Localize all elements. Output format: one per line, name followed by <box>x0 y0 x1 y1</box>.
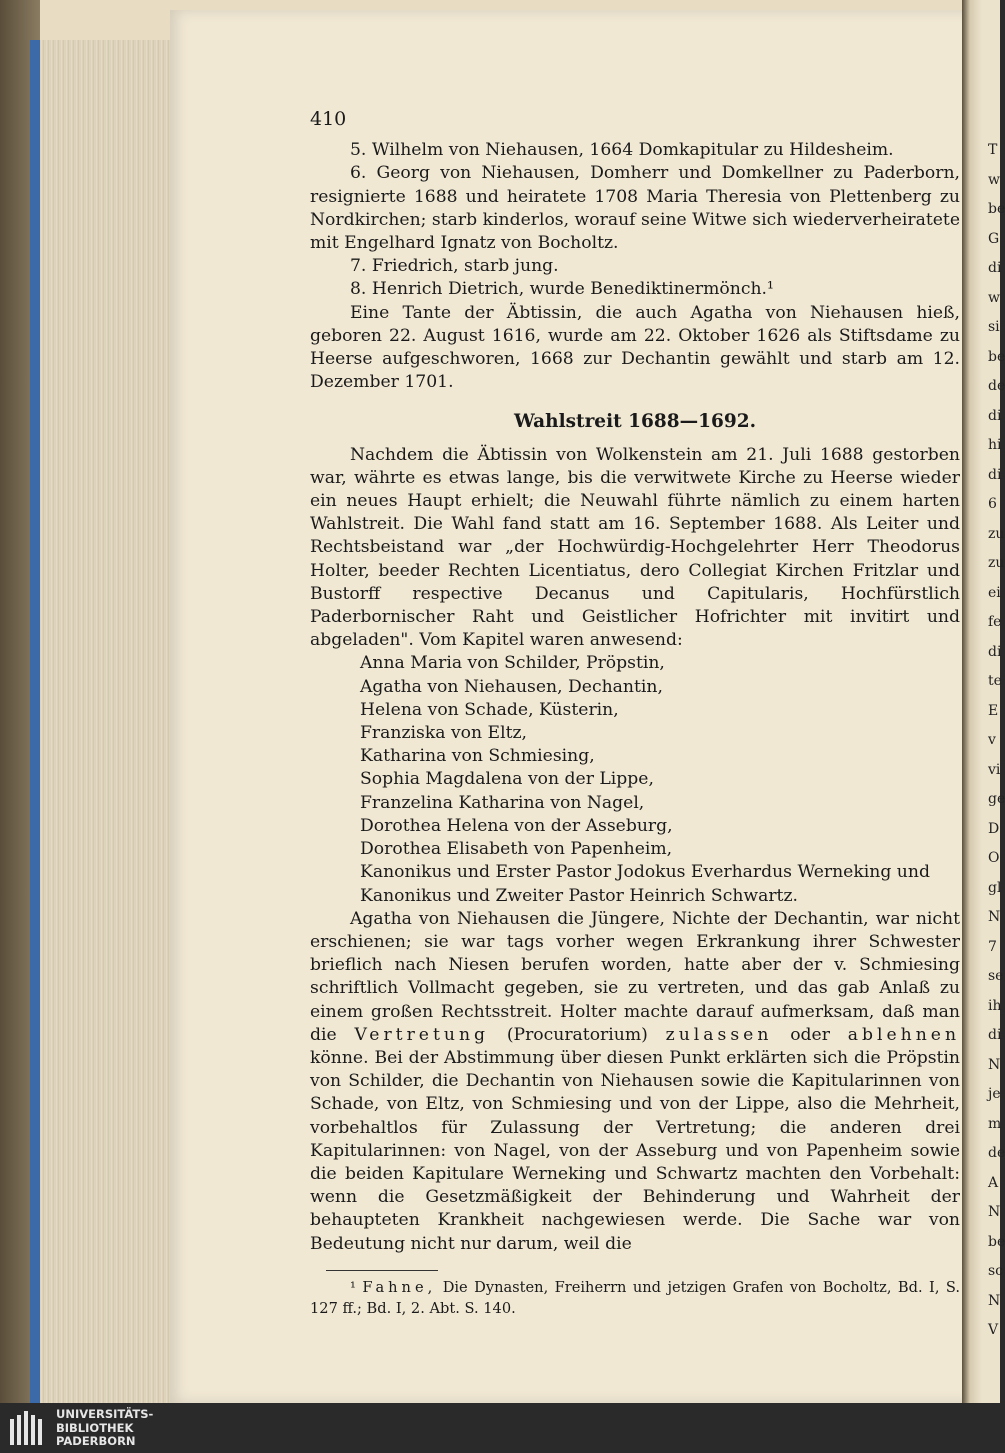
logo-line: UNIVERSITÄTS- <box>56 1407 154 1421</box>
next-page-fragment: te <box>988 673 1002 689</box>
page-number: 410 <box>310 108 347 130</box>
next-page-fragment: D <box>988 820 1000 837</box>
next-page-fragment: v <box>988 732 996 748</box>
next-page-fragment: fe <box>988 614 1002 630</box>
footnote-text: Die Dynasten, Freiherrn und jetzigen Grafen von Bocholtz, Bd. I, S. 127 ff.; Bd. I, 2. Abt. S. 140. <box>310 1278 961 1317</box>
next-page-fragment: sc <box>988 1263 1004 1279</box>
next-page-fragment: si <box>988 319 1000 335</box>
next-page-fragment: A <box>988 1174 999 1191</box>
intro-paragraph: Nachdem die Äbtissin von Wolkenstein am 21. Juli 1688 gestorben war, währte es etwas lange, bis die verwitwete Kirche zu Heerse wieder ein neues Haupt erhielt; die Neuwahl führte nämlich zu einem harten Wahlstreit. Die Wahl fand statt am 16. September 1688. Als Leiter und Rechtsbeistand war „der Hochwürdig-Hochgelehrter Herr Theodorus Holter, beeder Rechten Licentiatus, dero Collegiat Kirchen Fritzlar und Bustorff respective Decanus und Capitularis, Hochfürstlich Paderbornischer Raht und Geistlicher Hofrichter mit invitirt und abgeladen". Vom Kapitel waren anwesend: <box>310 444 960 651</box>
next-page-fragment: N <box>988 909 1001 925</box>
next-page-fragment: zu <box>988 525 1005 542</box>
attendee-item: Agatha von Niehausen, Dechantin, <box>360 676 663 697</box>
next-page-fragment: di <box>988 260 1002 276</box>
footnote-rule <box>326 1270 438 1271</box>
footnote <box>310 1277 960 1319</box>
attendee-item: Kanonikus und Zweiter Pastor Heinrich Schwartz. <box>360 885 798 906</box>
attendee-item: Dorothea Elisabeth von Papenheim, <box>360 839 673 860</box>
list-item-7: 7. Friedrich, starb jung. <box>350 256 559 277</box>
next-page-fragment: ih <box>988 997 1002 1014</box>
next-page-fragment: be <box>988 201 1005 217</box>
next-page-fragment: V <box>988 1322 999 1338</box>
next-page-fragment: G <box>988 230 1000 247</box>
next-page-fragment: w <box>988 289 1000 306</box>
attendee-item: Anna Maria von Schilder, Pröpstin, <box>360 653 665 674</box>
next-page-fragment: de <box>988 378 1005 394</box>
next-page-fragment: vi <box>988 761 1001 778</box>
next-page-fragment: hi <box>988 437 1002 453</box>
logo-line: PADERBORN <box>56 1434 136 1448</box>
attendee-item: Franziska von Eltz, <box>360 723 528 744</box>
next-page-fragment: w <box>988 171 1000 188</box>
attendee-item: Helena von Schade, Küsterin, <box>360 699 619 720</box>
next-page-fragment: gl <box>988 879 1002 896</box>
next-page-fragment: zu <box>988 555 1005 571</box>
spaced-word-zulassen: zulassen <box>665 1024 773 1045</box>
next-page-fragment: be <box>988 1233 1005 1250</box>
attendee-item: Katharina von Schmiesing, <box>360 746 595 767</box>
next-page-fragment: T <box>988 142 998 158</box>
list-item-6: 6. Georg von Niehausen, Domherr und Domkellner zu Paderborn, resignierte 1688 und heiratete 1708 Maria Theresia von Plettenberg zu Nordkirchen; starb kinderlos, worauf seine Witwe sich wiederverheiratete mit Engelhard Ignatz von Bocholtz. <box>310 163 960 254</box>
aunt-paragraph: Eine Tante der Äbtissin, die auch Agatha von Niehausen hieß, geboren 22. August 1616, wurde am 22. Oktober 1626 als Stiftsdame zu Heerse aufgeschworen, 1668 zur Dechantin gewählt und starb am 12. Dezember 1701. <box>310 302 960 393</box>
next-page-fragment: di <box>988 643 1002 660</box>
final-paragraph <box>310 908 960 1256</box>
final-text-c: oder <box>790 1024 830 1045</box>
footnote-author: Fahne, <box>362 1278 437 1296</box>
footnote-marker: ¹ <box>350 1278 356 1296</box>
spaced-word-ablehnen: ablehnen <box>847 1024 961 1045</box>
next-page-fragment: je <box>988 1086 1001 1102</box>
list-item-8: 8. Henrich Dietrich, wurde Benediktinermönch.¹ <box>350 279 774 300</box>
final-text-a: Agatha von Niehausen die Jüngere, Nichte der Dechantin, war nicht erschienen; sie war tags vorher wegen Erkrankung ihrer Schwester brieflich nach Niesen berufen worden, hatte aber der v. Schmiesing schriftlich Vollmacht gegeben, sie zu vertreten, und das gab Anlaß zu einem großen Rechtsstreit. Holter machte darauf aufmerksam, daß man die <box>310 908 960 1045</box>
attendee-item: Kanonikus und Erster Pastor Jodokus Everhardus Werneking und <box>360 862 930 883</box>
next-page-fragment: N <box>988 1204 1001 1220</box>
page-content <box>310 108 960 1319</box>
next-page-fragment: di <box>988 1027 1002 1043</box>
next-page-fragment: be <box>988 348 1005 365</box>
final-text-b: (Procuratorium) <box>506 1024 648 1045</box>
next-page-fragment: O <box>988 850 1000 866</box>
logo-line: BIBLIOTHEK <box>56 1420 134 1435</box>
attendee-item: Dorothea Helena von der Asseburg, <box>360 815 673 836</box>
attendee-item: Franzelina Katharina von Nagel, <box>360 792 645 813</box>
next-page-fragment: m <box>988 1115 1002 1132</box>
next-page-fragment: se <box>988 968 1004 984</box>
book-page-edges <box>30 40 190 1403</box>
next-page-edge <box>962 0 1005 1403</box>
next-page-fragment: ei <box>988 584 1001 601</box>
next-page-fragment: E <box>988 702 999 719</box>
spaced-word-vertretung: Vertretung <box>354 1024 490 1045</box>
next-page-fragment: de <box>988 1145 1005 1161</box>
next-page-fragment: N <box>988 1292 1001 1309</box>
list-item-5: 5. Wilhelm von Niehausen, 1664 Domkapitular zu Hildesheim. <box>350 140 894 161</box>
library-logo-icon <box>8 1407 50 1449</box>
next-page-fragment: ge <box>988 791 1005 807</box>
attendee-item: Sophia Magdalena von der Lippe, <box>360 769 654 790</box>
attendee-list <box>310 652 960 907</box>
next-page-fragment: 7 <box>988 938 997 955</box>
library-logo-text <box>56 1408 153 1449</box>
next-page-fragment: di <box>988 407 1002 424</box>
next-page-fragment: di <box>988 466 1002 483</box>
next-page-fragment: 6 <box>988 496 997 512</box>
final-text-d: könne. Bei der Abstimmung über diesen Punkt erklärten sich die Pröpstin von Schilder, die Dechantin von Niehausen sowie die Kapitularinnen von Schade, von Eltz, von Schmiesing und von der Lippe, also die Mehrheit, vorbehaltlos für Zulassung der Vertretung; die anderen drei Kapitularinnen: von Nagel, von der Asseburg und von Papenheim sowie die beiden Kapitulare Werneking und Schwartz machten den Vorbehalt: wenn die Gesetzmäßigkeit der Behinderung und Wahrheit der behaupteten Krankheit nachgewiesen werde. Die Sache war von Bedeutung nicht nur darum, weil die <box>310 1047 960 1254</box>
section-heading: Wahlstreit 1688—1692. <box>513 411 757 433</box>
next-page-fragment: N <box>988 1056 1001 1073</box>
footer-bar <box>0 1403 1000 1453</box>
